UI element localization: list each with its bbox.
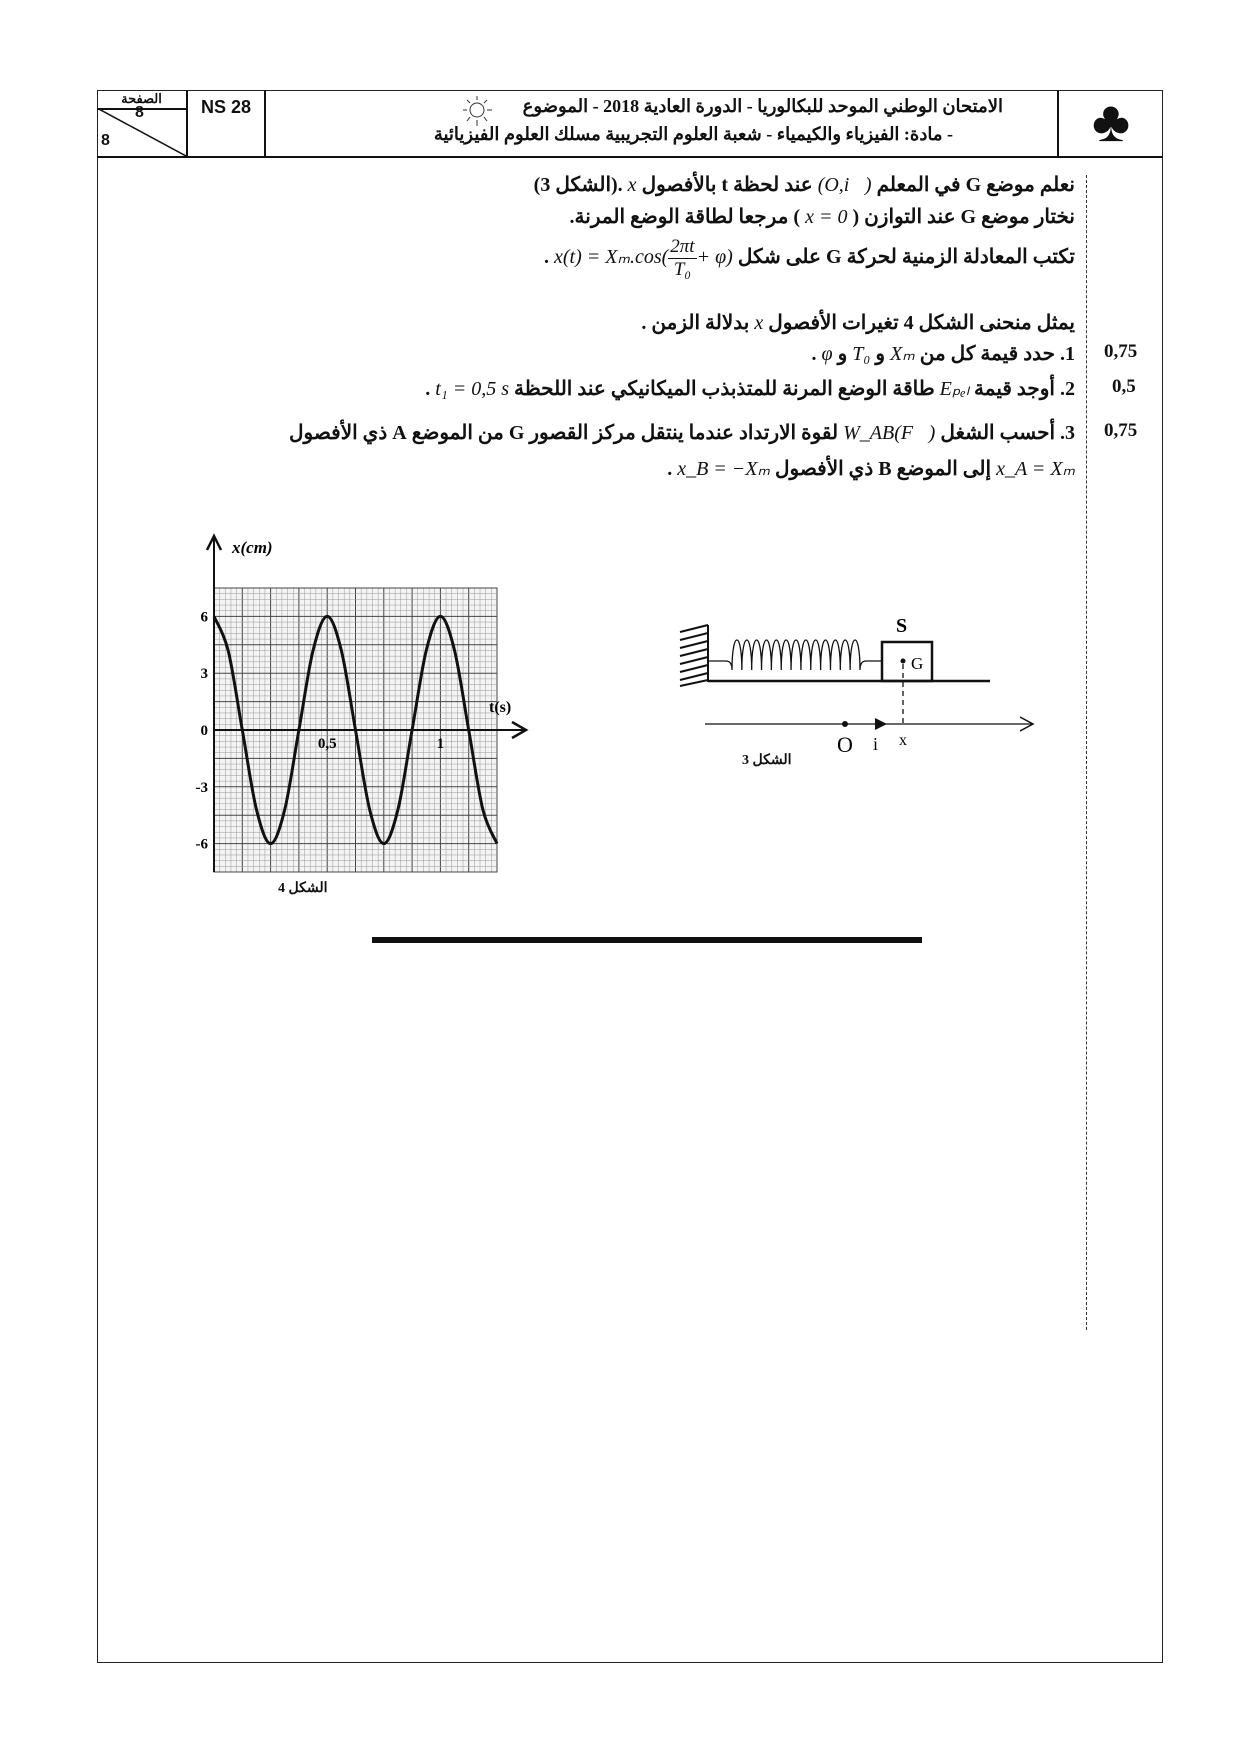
text: 3. أحسب الشغل xyxy=(935,422,1075,444)
text: 1. حدد قيمة كل من xyxy=(914,343,1075,365)
text: نعلم موضع G في المعلم xyxy=(871,174,1075,196)
wall xyxy=(680,625,708,686)
text-line-3 xyxy=(544,236,1075,281)
fraction xyxy=(668,236,696,281)
header-title-line2: - مادة: الفيزياء والكيمياء - شعبة العلوم التجريبية مسلك العلوم الفيزيائية xyxy=(433,124,953,144)
text-line-4 xyxy=(641,310,1075,335)
y-tick-label: 0 xyxy=(200,723,208,739)
question-3-continued xyxy=(667,456,1075,481)
figure-3-diagram xyxy=(660,580,1040,780)
figure-4-chart xyxy=(180,520,560,890)
math: Eₚₑₗ xyxy=(939,378,970,400)
math: x = 0 xyxy=(805,206,848,228)
y-axis-label: x(cm) xyxy=(232,538,273,557)
score-q3: 0,75 xyxy=(1104,420,1138,441)
text: و xyxy=(870,343,891,365)
margin-dashed-line xyxy=(1086,175,1087,1330)
page-number-box xyxy=(97,90,188,156)
math: x_A = Xₘ xyxy=(996,458,1075,480)
math: φ xyxy=(821,343,833,365)
math: + φ) xyxy=(696,246,733,269)
question-1 xyxy=(812,341,1075,366)
x-tick-label: 0,5 xyxy=(317,736,337,752)
label-x: x xyxy=(899,732,907,749)
math: t₁ = 0,5 s xyxy=(435,378,510,400)
end-rule xyxy=(372,937,922,943)
text: لقوة الارتداد عندما ينتقل مركز القصور G من الموضع A ذي الأفصول xyxy=(288,422,844,444)
x-axis-label: t(s) xyxy=(489,699,512,716)
text: تكتب المعادلة الزمنية لحركة G على شكل xyxy=(732,246,1075,269)
sun-logo-icon xyxy=(457,94,497,130)
math: x_B = −Xₘ xyxy=(677,458,770,480)
text: طاقة الوضع المرنة للمتذبذب الميكانيكي عند اللحظة xyxy=(509,378,940,400)
exam-code: NS 28 xyxy=(188,90,266,156)
unit-vector-arrow-icon xyxy=(875,718,887,730)
label-s: S xyxy=(896,615,908,637)
text-line-2 xyxy=(570,204,1075,229)
label-g: G xyxy=(911,654,924,673)
text: . xyxy=(425,378,436,400)
math: x(t) = Xₘ.cos( xyxy=(554,246,669,269)
text: عند لحظة t بالأفصول xyxy=(636,174,818,196)
denominator: T₀ xyxy=(673,259,692,280)
y-tick-label: 3 xyxy=(200,666,208,683)
exam-header xyxy=(97,90,1163,158)
text: . xyxy=(811,343,822,365)
x-tick-label: 1 xyxy=(436,736,445,752)
origin-point xyxy=(842,721,848,727)
header-title-line1: الامتحان الوطني الموحد للبكالوريا - الدورة العادية 2018 - الموضوع xyxy=(522,96,1003,116)
text: ) مرجعا لطاقة الوضع المرنة. xyxy=(569,206,806,228)
text: يمثل منحنى الشكل 4 تغيرات الأفصول xyxy=(763,312,1075,334)
score-q2: 0,5 xyxy=(1112,376,1136,397)
question-3 xyxy=(289,420,1075,445)
math: T₀ xyxy=(852,343,871,365)
text: بدلالة الزمن . xyxy=(641,312,755,334)
question-2 xyxy=(425,376,1075,401)
spring xyxy=(708,640,882,670)
label-i: i xyxy=(873,734,879,754)
center-of-mass-point xyxy=(901,659,906,664)
text: إلى الموضع B ذي الأفصول xyxy=(769,458,997,480)
y-tick-label: -6 xyxy=(195,836,208,853)
math: Xₘ xyxy=(890,343,915,365)
equation xyxy=(554,236,733,280)
text: .(الشكل 3) xyxy=(533,174,628,196)
page-current: 8 xyxy=(135,104,144,121)
numerator: 2πt xyxy=(670,236,695,257)
math: W_AB(F⃗) xyxy=(843,422,936,444)
y-tick-label: 6 xyxy=(200,609,208,626)
label-o: O xyxy=(837,732,853,757)
logo-box xyxy=(1057,90,1163,156)
figure-3-caption: الشكل 3 xyxy=(742,753,792,768)
math: x xyxy=(627,174,637,196)
math: (O,i⃗) xyxy=(817,174,872,196)
solid-block xyxy=(882,642,932,681)
text: و xyxy=(832,343,853,365)
club-icon: ♣ xyxy=(1091,89,1131,154)
math: x xyxy=(754,312,764,334)
page-total: 8 xyxy=(101,132,110,149)
page-label: الصفحة xyxy=(97,90,186,110)
text: 2. أوجد قيمة xyxy=(969,378,1075,400)
y-tick-label: -3 xyxy=(195,779,208,796)
text-line-1 xyxy=(534,172,1075,197)
text: . xyxy=(667,458,678,480)
figure-4-caption: الشكل 4 xyxy=(278,881,328,896)
text: نختار موضع G عند التوازن ( xyxy=(847,206,1075,228)
text: . xyxy=(544,246,555,269)
score-q1: 0,75 xyxy=(1104,341,1138,362)
